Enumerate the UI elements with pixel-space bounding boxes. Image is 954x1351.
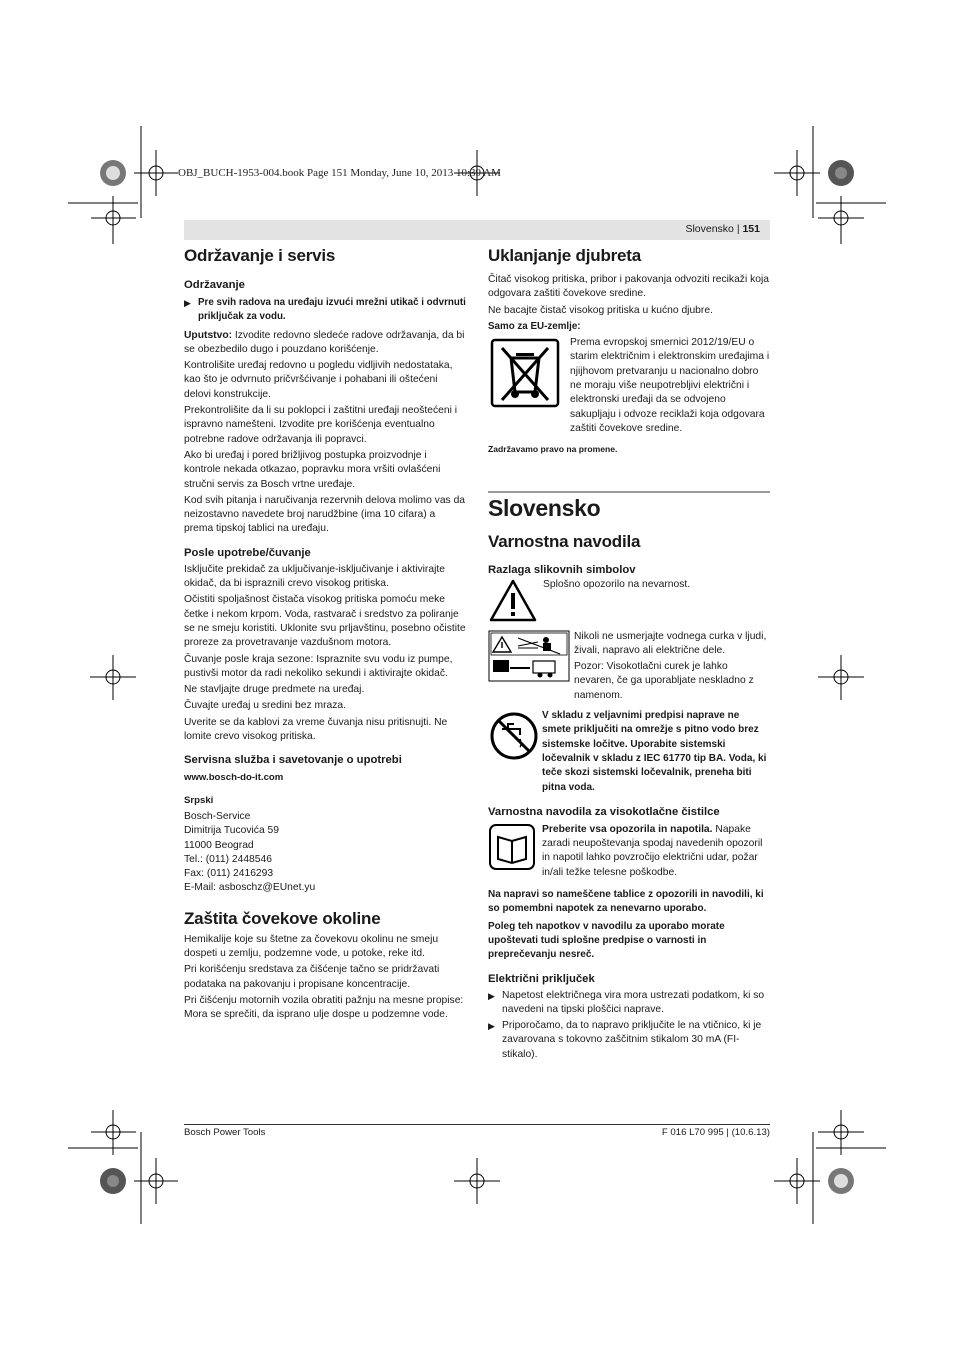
footer-doc-code: F 016 L70 995 | (10.6.13) bbox=[661, 1127, 770, 1138]
symbol-row bbox=[488, 578, 770, 624]
address-line: Dimitrija Tucovića 59 bbox=[184, 825, 279, 837]
paragraph: Uverite se da kablovi za vreme čuvanja nisu pritisnujti. Ne lomite crevo visokog pritiska. bbox=[184, 716, 448, 743]
address-line: Tel.: (011) 2448546 bbox=[184, 853, 272, 865]
list-item: ▶ Priporočamo, da to napravo priključite le na vtičnico, ki je zavarovana s tokovno zaščitnim stikalom 30 mA (FI-stikalo). bbox=[488, 1019, 770, 1062]
read-manual-icon bbox=[488, 823, 540, 871]
paragraph: Prekontrolišite da li su poklopci i zaštitni uređaji neoštećeni i ispravno namešteni. Izvodite pre korišćenja eventualno potrebne radove održavanja ili popravci. bbox=[184, 405, 458, 445]
address-line: E-Mail: asboschz@EUnet.yu bbox=[184, 882, 316, 894]
bullet-arrow-icon: ▶ bbox=[488, 1021, 495, 1032]
paragraph: Čitač visokog pritiska, pribor i pakovanja odvoziti recikaži koja odgovara zaštiti čovekove sredine. bbox=[488, 274, 769, 300]
bullet-arrow-icon: ▶ bbox=[488, 990, 495, 1001]
header-language: Slovensko bbox=[685, 223, 734, 235]
weee-block bbox=[488, 336, 770, 438]
running-header bbox=[685, 223, 760, 235]
symbol-row bbox=[488, 709, 770, 797]
paragraph: Čuvanje posle kraja sezone: Ispraznite svu vodu iz pumpe, pustivši motor da radi nekoliko sekundi i aktivirajte okidač. bbox=[184, 653, 453, 679]
address-line: Bosch-Service bbox=[184, 810, 251, 822]
symbol-row bbox=[488, 823, 770, 882]
symbol-text: Pozor: Visokotlačni curek je lahko nevaren, če ga uporabljate neskladno z namenom. bbox=[574, 661, 754, 701]
section-divider bbox=[488, 491, 770, 493]
weee-text: Prema evropskoj smernici 2012/19/EU o starim električnim i elektronskim uređajima i njijhovom pretvaranju u nacionalno dobro ne moraju više neupotrebljivi električni i elektronski uređaji da se odvojeno sakupljaju i odvoze reciklaži koja odgovara zaštiti čovekove sredine. bbox=[570, 337, 770, 434]
paragraph: Kontrolišite uređaj redovno u pogledu vidljivih nedostataka, kao što je odvrnuto pričvršćivanje i pohabani ili oštećeni delovi konstrukcije. bbox=[184, 360, 453, 400]
address-line: 11000 Beograd bbox=[184, 839, 254, 851]
bullet-arrow-icon: ▶ bbox=[184, 298, 191, 308]
heading-slovensko: Slovensko bbox=[488, 494, 601, 521]
bold-paragraph: Poleg teh napotkov v navodilu za uporabo morate upoštevati tudi splošne predpise o varnosti in preprečevanju nesreč. bbox=[488, 920, 725, 961]
service-address bbox=[184, 810, 466, 896]
left-column bbox=[184, 244, 466, 1024]
no-drinking-water-icon bbox=[488, 709, 540, 761]
bold-paragraph: Na napravi so nameščene tablice z opozorili in navodili, ki so pomembni napotek za nenevarno uporabo. bbox=[488, 889, 764, 915]
heading-visokotlacne-cistilce: Varnostna navodila za visokotlačne čistilce bbox=[488, 805, 720, 818]
paragraph: Isključite prekidač za uključivanje-isključivanje i aktivirajte okidač, da bi ispraznili crevo visokog pritiska. bbox=[184, 563, 445, 590]
symbol-text: Splošno opozorilo na nevarnost. bbox=[543, 578, 691, 590]
list-item: ▶ Pre svih radova na uređaju izvući mrežni utikač i odvrnuti priključak za vodu. bbox=[184, 296, 466, 325]
water-jet-warning-icon bbox=[488, 630, 570, 682]
rights-reserved: Zadržavamo pravo na promene. bbox=[488, 444, 618, 455]
heading-varnostna-navodila: Varnostna navodila bbox=[488, 531, 641, 551]
heading-odrzavanje: Održavanje bbox=[184, 279, 245, 291]
footer-rule bbox=[184, 1124, 770, 1125]
symbol-row bbox=[488, 630, 770, 705]
heading-elektricni-prikljucek: Električni priključek bbox=[488, 972, 595, 985]
heading-uklanjanje-djubreta: Uklanjanje djubreta bbox=[488, 246, 642, 265]
paragraph: Hemikalije koje su štetne za čovekovu okolinu ne smeju dospeti u zemlju, podzemne vode, u potoke, reke itd. bbox=[184, 933, 439, 959]
heading-posle-upotrebe: Posle upotrebe/čuvanje bbox=[184, 546, 311, 559]
paragraph: Očistiti spoljašnost čistača visokog pritiska pomoću meke četke i nekom krpom. Voda, rastvarač i sredstvo za poliranje se ne smeju koristiti. Uklonite svu prljavštinu, posebno očistite proreze za provetravanje vazdušnom motora. bbox=[184, 594, 466, 649]
warning-triangle-icon bbox=[488, 578, 538, 624]
paragraph: Pri čišćenju motornih vozila obratiti pažnju na mesne propise: Mora se sprečiti, da isprano ulje dospe u podzemne vode. bbox=[184, 994, 464, 1021]
heading-servisna-sluzba: Servisna služba i savetovanje o upotrebi bbox=[184, 754, 402, 767]
symbol-text: V skladu z veljavnimi predpisi naprave ne smete priključiti na omrežje s pitno vodo brez sistemske ločitve. Uporabite sistemski ločevalnik v skladu z IEC 61770 tip BA. Voda, ki teče skozi sistemski ločevalnik, preneha biti pitna voda. bbox=[542, 710, 767, 793]
paragraph: Uputstvo: Izvodite redovno sledeće radove održavanja, da bi se obezbedilo dugo i pouzdano korišćenje. bbox=[184, 329, 465, 355]
website-link[interactable]: www.bosch-do-it.com bbox=[184, 772, 284, 784]
header-separator: | bbox=[736, 223, 740, 235]
paragraph: Ne bacajte čistač visokog pritiska u kućno djubre. bbox=[488, 304, 713, 316]
heading-odrzavanje-i-servis: Održavanje i servis bbox=[184, 246, 336, 265]
heading-zastita-okoline: Zaštita čovekove okoline bbox=[184, 908, 381, 928]
paragraph: Ne stavljajte druge predmete na uređaj. bbox=[184, 684, 365, 696]
crossed-bin-icon bbox=[488, 336, 564, 410]
country-label: Srpski bbox=[184, 794, 214, 806]
symbol-text: Preberite vsa opozorila in napotila. Napake zaradi neupoštevanja spodaj navedenih opozoril in napotil lahko povzročijo električni udar, požar in/ali težke telesne poškodbe. bbox=[542, 823, 763, 878]
paragraph: Ako bi uređaj i pored brižljivog postupka proizvodnje i kontrole nekada otkazao, popravku mora vršiti ovlašćeni stručni servis za Bosch vrtne uređaje. bbox=[184, 449, 441, 490]
paragraph: Pri korišćenju sredstava za čišćenje tačno se pridržavati podataka na pakovanju i propisane koncentracije. bbox=[184, 964, 440, 990]
heading-razlaga-simbolov: Razlaga slikovnih simbolov bbox=[488, 563, 636, 576]
paragraph: Kod svih pitanja i naručivanja rezervnih delova molimo vas da neizostavno navedete broj narudžbine (ima 10 cifara) a prema tipskoj tablici na uređaju. bbox=[184, 494, 466, 535]
paragraph: Čuvajte uređaj u sredini bez mraza. bbox=[184, 700, 346, 712]
print-line: OBJ_BUCH-1953-004.book Page 151 Monday, June 10, 2013 10:39 AM bbox=[178, 167, 501, 179]
list-item: ▶ Napetost električnega vira mora ustrezati podatkom, ki so navedeni na tipski ploščici naprave. bbox=[488, 989, 770, 1018]
footer-brand: Bosch Power Tools bbox=[184, 1127, 266, 1138]
header-bar bbox=[184, 220, 770, 240]
address-line: Fax: (011) 2416293 bbox=[184, 868, 274, 880]
page-number: 151 bbox=[742, 223, 760, 235]
right-column bbox=[488, 244, 770, 1064]
symbol-text: Nikoli ne usmerjajte vodnega curka v ljudi, živali, napravo ali električne dele. bbox=[574, 630, 767, 656]
eu-label: Samo za EU-zemlje: bbox=[488, 320, 581, 332]
